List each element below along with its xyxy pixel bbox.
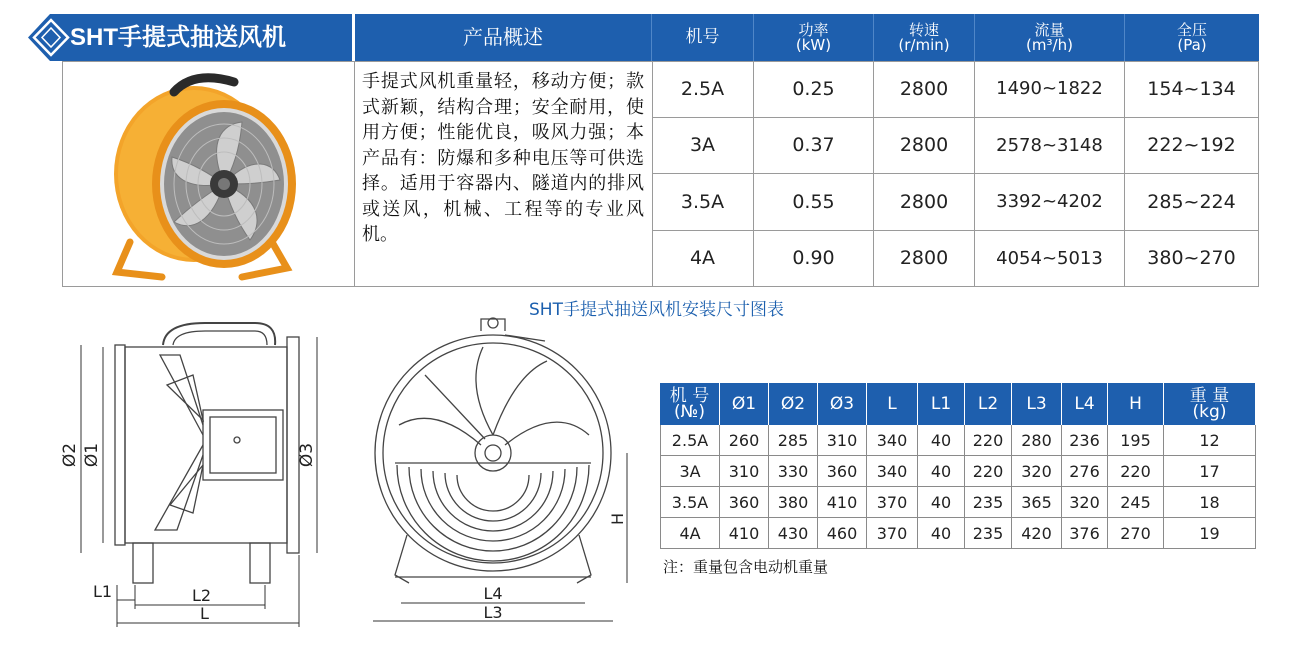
header-pressure-label: 全压 (1176, 20, 1207, 39)
header-model: 机号 (652, 14, 754, 61)
spec-cell-speed: 2800 (874, 61, 975, 118)
spec-cell-model: 4A (652, 231, 754, 288)
dims-cell: 320 (1062, 487, 1108, 518)
dims-cell: 236 (1062, 425, 1108, 456)
dims-header-cell: Ø1 (720, 383, 769, 425)
dims-cell: 2.5A (660, 425, 720, 456)
dims-cell: 410 (818, 487, 867, 518)
dims-cell: 40 (918, 425, 965, 456)
dims-cell: 376 (1062, 518, 1108, 549)
dims-cell: 360 (818, 456, 867, 487)
dims-header-cell: L4 (1062, 383, 1108, 425)
dims-cell: 3A (660, 456, 720, 487)
spec-cell-power: 0.37 (754, 118, 874, 175)
spec-cell-power: 0.55 (754, 174, 874, 231)
spec-cell-pressure: 380~270 (1125, 231, 1259, 288)
dims-cell: 370 (867, 487, 918, 518)
label-l1: L1 (93, 582, 113, 601)
spec-cell-pressure: 222~192 (1125, 118, 1259, 175)
header-speed-label: 转速 (908, 20, 939, 39)
dims-cell: 365 (1012, 487, 1062, 518)
label-d3: Ø3 (297, 442, 317, 468)
spec-cell-power: 0.90 (754, 231, 874, 288)
dims-cell: 270 (1108, 518, 1164, 549)
fan-photo (102, 72, 312, 282)
dims-cell: 460 (818, 518, 867, 549)
spec-cell-speed: 2800 (874, 174, 975, 231)
spec-table (62, 14, 1259, 287)
spec-cell-model: 3.5A (652, 174, 754, 231)
spec-cell-pressure: 285~224 (1125, 174, 1259, 231)
dims-cell: 12 (1164, 425, 1256, 456)
label-l3: L3 (483, 603, 503, 622)
dims-cell: 340 (867, 456, 918, 487)
dims-cell: 380 (769, 487, 818, 518)
spec-cell-model: 2.5A (652, 61, 754, 118)
dims-cell: 19 (1164, 518, 1256, 549)
dims-header-cell: Ø3 (818, 383, 867, 425)
dims-cell: 195 (1108, 425, 1164, 456)
spec-cell-model: 3A (652, 118, 754, 175)
spec-cell-flow: 3392~4202 (975, 174, 1125, 231)
header-flow-label: 流量 (1034, 20, 1065, 39)
dims-cell: 360 (720, 487, 769, 518)
header-speed-unit: (r/min) (898, 35, 950, 54)
side-view-drawing (55, 315, 345, 635)
spec-cell-flow: 1490~1822 (975, 61, 1125, 118)
dims-cell: 280 (1012, 425, 1062, 456)
dims-cell: 370 (867, 518, 918, 549)
dims-cell: 18 (1164, 487, 1256, 518)
product-description: 手提式风机重量轻，移动方便；款式新颖，结构合理；安全耐用，使用方便；性能优良，吸风力强；本产品有：防爆和多种电压等可供选择。适用于容器内、隧道内的排风或送风，机械、工程等的专业风机。 (362, 71, 644, 245)
label-l2: L2 (192, 586, 212, 605)
dims-header-cell: H (1108, 383, 1164, 425)
dims-header-cell: L2 (965, 383, 1012, 425)
spec-cell-flow: 4054~5013 (975, 231, 1125, 288)
dims-cell: 40 (918, 456, 965, 487)
header-pressure-unit: (Pa) (1177, 35, 1207, 54)
dims-cell: 3.5A (660, 487, 720, 518)
spec-cell-flow: 2578~3148 (975, 118, 1125, 175)
dims-cell: 276 (1062, 456, 1108, 487)
dims-header-cell: 重 量 (kg) (1164, 383, 1256, 425)
dims-header-cell: Ø2 (769, 383, 818, 425)
dims-cell: 420 (1012, 518, 1062, 549)
dims-cell: 220 (965, 425, 1012, 456)
spec-cell-speed: 2800 (874, 231, 975, 288)
dims-cell: 410 (720, 518, 769, 549)
dims-cell: 320 (1012, 456, 1062, 487)
header-description: 产品概述 (355, 14, 652, 61)
dims-cell: 17 (1164, 456, 1256, 487)
weight-note: 注：重量包含电动机重量 (663, 558, 829, 576)
dims-cell: 310 (818, 425, 867, 456)
brand-title: SHT手提式抽送风机 (70, 24, 286, 51)
spec-cell-power: 0.25 (754, 61, 874, 118)
dims-cell: 235 (965, 518, 1012, 549)
brand-header (28, 14, 352, 61)
label-d1: Ø1 (82, 442, 102, 468)
header-speed (874, 14, 975, 61)
diagram-caption: SHT手提式抽送风机安装尺寸图表 (529, 300, 784, 320)
front-view-drawing (365, 315, 645, 635)
dims-header-cell: L1 (918, 383, 965, 425)
dims-cell: 245 (1108, 487, 1164, 518)
dims-cell: 260 (720, 425, 769, 456)
dims-header-cell: L3 (1012, 383, 1062, 425)
dims-header-cell: 机 号 (№) (660, 383, 720, 425)
header-power (754, 14, 874, 61)
dims-header-cell: L (867, 383, 918, 425)
dims-cell: 340 (867, 425, 918, 456)
dims-cell: 330 (769, 456, 818, 487)
dims-cell: 220 (1108, 456, 1164, 487)
dims-cell: 40 (918, 487, 965, 518)
spec-cell-pressure: 154~134 (1125, 61, 1259, 118)
label-l: L (200, 604, 209, 623)
dims-cell: 285 (769, 425, 818, 456)
dims-cell: 4A (660, 518, 720, 549)
header-flow (975, 14, 1125, 61)
dims-cell: 310 (720, 456, 769, 487)
dims-cell: 40 (918, 518, 965, 549)
dims-cell: 430 (769, 518, 818, 549)
header-power-label: 功率 (798, 20, 829, 39)
header-power-unit: (kW) (795, 35, 832, 54)
header-pressure (1125, 14, 1259, 61)
dims-cell: 220 (965, 456, 1012, 487)
header-flow-unit: (m³/h) (1026, 35, 1073, 54)
label-l4: L4 (483, 584, 503, 603)
label-h: H (608, 512, 627, 526)
spec-cell-speed: 2800 (874, 118, 975, 175)
label-d2: Ø2 (60, 442, 80, 468)
dims-cell: 235 (965, 487, 1012, 518)
